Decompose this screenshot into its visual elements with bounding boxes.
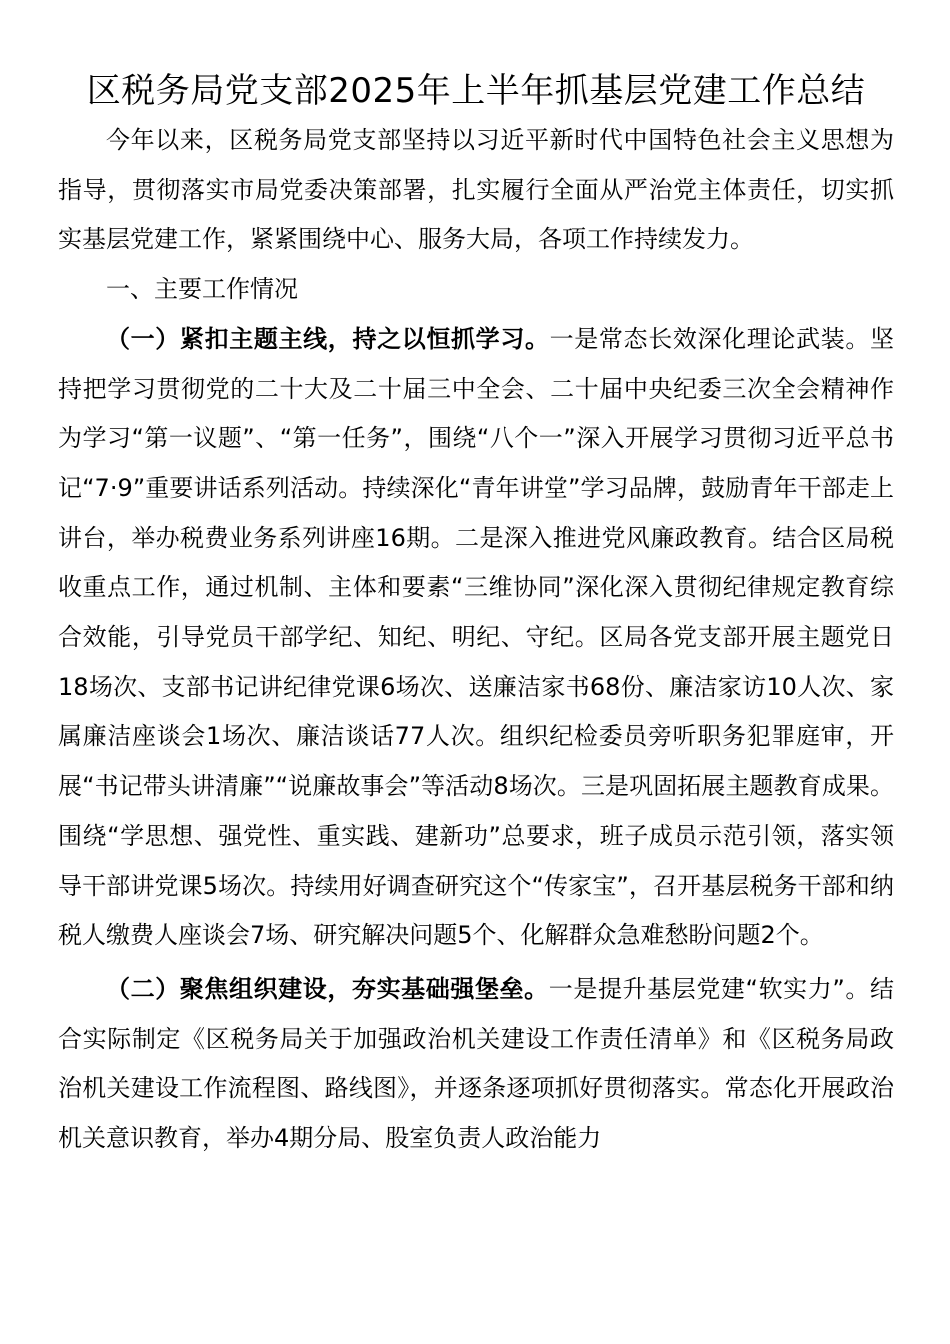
document-title: 区税务局党支部2025年上半年抓基层党建工作总结 (86, 71, 866, 111)
intro-paragraph: 今年以来，区税务局党支部坚持以习近平新时代中国特色社会主义思想为指导，贯彻落实市局党委决策部署，扎实履行全面从严治党主体责任，切实抓实基层党建工作，紧紧围绕中心、服务大局，各项工作持续发力。 (58, 126, 894, 254)
paragraph-organization-body: 一是提升基层党建“软实力”。结合实际制定《区税务局关于加强政治机关建设工作责任清单》和《区税务局政治机关建设工作流程图、路线图》，并逐条逐项抓好贯彻落实。常态化开展政治机关意识教育，举办4期分局、股室负责人政治能力 (58, 974, 894, 1153)
paragraph-study-lead: （一）紧扣主题主线，持之以恒抓学习。 (106, 324, 550, 353)
paragraph-organization-lead: （二）聚焦组织建设，夯实基础强堡垒。 (106, 974, 549, 1003)
document-page (58, 66, 894, 1164)
paragraph-study-body: 一是常态长效深化理论武装。坚持把学习贯彻党的二十大及二十届三中全会、二十届中央纪委三次全会精神作为学习“第一议题”、“第一任务”，围绕“八个一”深入开展学习贯彻习近平总书记“7·9”重要讲话系列活动。持续深化“青年讲堂”学习品牌，鼓励青年干部走上讲台，举办税费业务系列讲座16期。二是深入推进党风廉政教育。结合区局税收重点工作，通过机制、主体和要素“三维协同”深化深入贯彻纪律规定教育综合效能，引导党员干部学纪、知纪、明纪、守纪。区局各党支部开展主题党日18场次、支部书记讲纪律党课6场次、送廉洁家书68份、廉洁家访10人次、家属廉洁座谈会1场次、廉洁谈话77人次。组织纪检委员旁听职务犯罪庭审，开展“书记带头讲清廉”“说廉故事会”等活动8场次。三是巩固拓展主题教育成果。围绕“学思想、强党性、重实践、建新功”总要求，班子成员示范引领，落实领导干部讲党课5场次。持续用好调查研究这个“传家宝”，召开基层税务干部和纳税人缴费人座谈会7场、研究解决问题5个、化解群众急难愁盼问题2个。 (58, 324, 895, 950)
section-heading-main-work: 一、主要工作情况 (106, 275, 298, 304)
paragraph-study (58, 315, 894, 961)
paragraph-organization (58, 965, 894, 1164)
